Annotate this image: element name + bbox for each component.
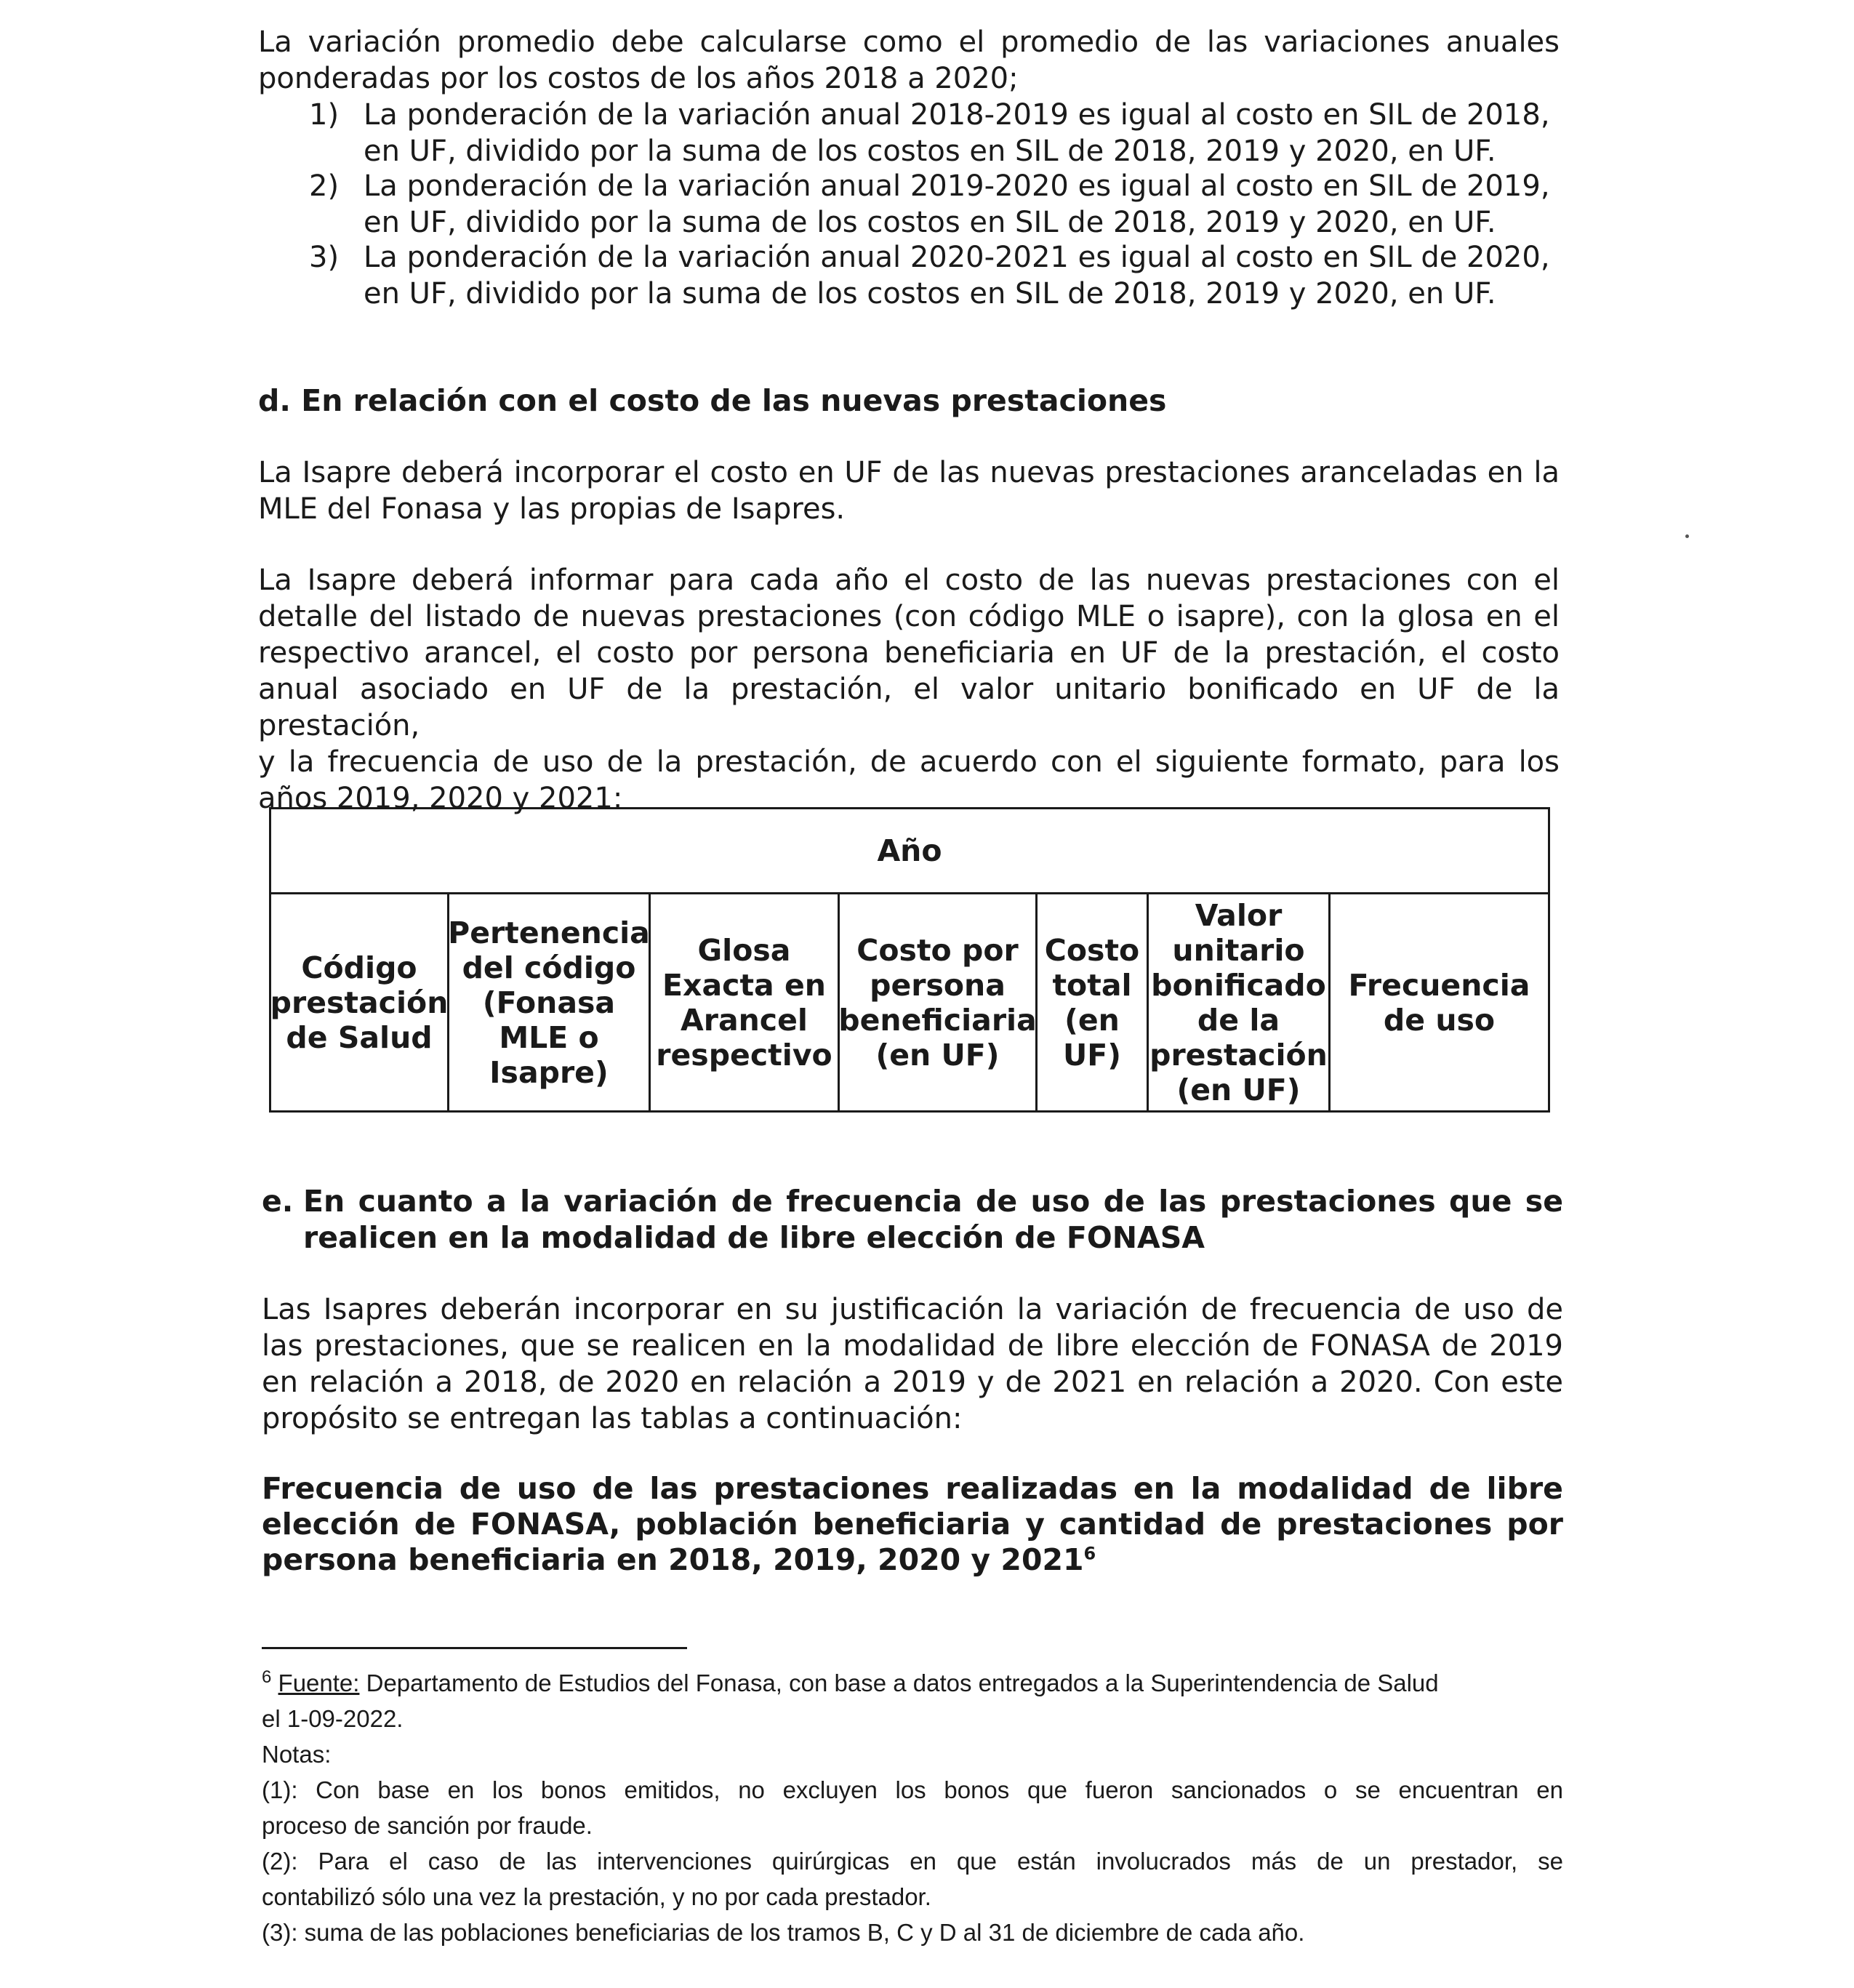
footnote-source-text: Departamento de Estudios del Fonasa, con base a datos entregados a la Superintendencia de Salud: [359, 1670, 1439, 1696]
table-header-pertenencia: [449, 894, 651, 1110]
footnote-note-2: (2): Para el caso de las intervenciones quirúrgicas en que están involucrados más de un prestador, se: [262, 1848, 1563, 1875]
header-text: Glosa: [697, 932, 791, 968]
list-number: 3): [309, 241, 340, 274]
list-item-3: [309, 239, 1560, 312]
table-header-codigo: [271, 894, 449, 1110]
paragraph-line: y la frecuencia de uso de la prestación, de acuerdo con el siguiente formato, para los: [258, 745, 1560, 779]
table-header-costo-persona: [840, 894, 1038, 1110]
paragraph-line: MLE del Fonasa y las propias de Isapres.: [258, 492, 846, 526]
header-text: (Fonasa: [482, 985, 616, 1020]
header-text: Código: [301, 950, 417, 985]
header-text: de uso: [1383, 1002, 1496, 1038]
intro-line-1: La variación promedio debe calcularse como el promedio de las variaciones anuales: [258, 25, 1560, 59]
scan-speck: [1685, 534, 1689, 538]
footnote-number: 6: [262, 1667, 272, 1687]
header-text: Valor: [1195, 897, 1283, 933]
list-item-1: [309, 97, 1560, 169]
footnote-source-line-2: el 1-09-2022.: [262, 1705, 404, 1732]
paragraph-line: detalle del listado de nuevas prestaciones (con código MLE o isapre), con la glosa en el: [258, 600, 1560, 633]
paragraph-line: La Isapre deberá informar para cada año el costo de las nuevas prestaciones con el: [258, 564, 1560, 597]
list-number: 2): [309, 169, 340, 203]
header-text: Exacta en: [662, 967, 826, 1003]
section-d-paragraph-2: [258, 562, 1560, 817]
header-text: (en UF): [1176, 1072, 1301, 1107]
table-year-header: Año: [271, 809, 1548, 894]
paragraph-line: respectivo arancel, el costo por persona beneficiaria en UF de la prestación, el costo: [258, 636, 1560, 670]
footnote-note-1: (1): Con base en los bonos emitidos, no excluyen los bonos que fueron sancionados o se encuentran en: [262, 1776, 1563, 1803]
list-item-line-1: La ponderación de la variación anual 2018-2019 es igual al costo en SIL de 2018,: [364, 98, 1550, 132]
paragraph-line: La Isapre deberá incorporar el costo en UF de las nuevas prestaciones aranceladas en la: [258, 456, 1560, 489]
table-header-glosa: [651, 894, 840, 1110]
paragraph-line: años 2019, 2020 y 2021:: [258, 782, 623, 815]
title-line: [262, 1542, 1563, 1578]
cost-format-table: [269, 807, 1550, 1113]
paragraph-line: propósito se entregan las tablas a continuación:: [262, 1402, 963, 1435]
header-text: Pertenencia: [448, 915, 650, 950]
list-item-line-1: La ponderación de la variación anual 2020-2021 es igual al costo en SIL de 2020,: [364, 241, 1550, 274]
title-line: elección de FONASA, población beneficiaria y cantidad de prestaciones por: [262, 1507, 1563, 1542]
title-line-text: persona beneficiaria en 2018, 2019, 2020 y 2021: [262, 1542, 1084, 1577]
table-header-frecuencia: [1331, 894, 1548, 1110]
list-number: 1): [309, 98, 340, 132]
footnote-separator: [262, 1647, 687, 1649]
title-line: Frecuencia de uso de las prestaciones realizadas en la modalidad de libre: [262, 1471, 1563, 1506]
header-text: de la: [1197, 1002, 1280, 1038]
frequency-table-title: [262, 1471, 1563, 1578]
footnote-note-1-line-2: proceso de sanción por fraude.: [262, 1812, 593, 1839]
paragraph-line: las prestaciones, que se realicen en la modalidad de libre elección de FONASA de 2019: [262, 1329, 1563, 1363]
section-d-paragraph-1: [258, 454, 1560, 527]
header-text: de Salud: [286, 1019, 433, 1055]
header-text: prestación: [1149, 1037, 1328, 1073]
section-e-heading-line-1: En cuanto a la variación de frecuencia de uso de las prestaciones que se: [303, 1184, 1563, 1219]
header-text: (en: [1064, 1002, 1120, 1038]
header-text: prestación: [270, 985, 449, 1020]
list-item-line-2: en UF, dividido por la suma de los costos en SIL de 2018, 2019 y 2020, en UF.: [364, 206, 1496, 239]
footnotes: [262, 1665, 1563, 1950]
header-text: Arancel: [681, 1002, 808, 1038]
header-text: beneficiaria: [838, 1002, 1037, 1038]
section-e-paragraph: [262, 1291, 1563, 1437]
header-text: (en UF): [875, 1037, 1000, 1073]
header-text: Costo: [1044, 932, 1140, 968]
header-text: MLE o: [499, 1019, 599, 1055]
footnote-source-label: Fuente:: [278, 1670, 360, 1696]
header-text: UF): [1062, 1037, 1122, 1073]
footnote-source: [262, 1665, 1563, 1701]
header-text: bonificado: [1151, 967, 1326, 1003]
list-item-line-2: en UF, dividido por la suma de los costos en SIL de 2018, 2019 y 2020, en UF.: [364, 135, 1496, 168]
paragraph-line: anual asociado en UF de la prestación, el valor unitario bonificado en UF de la prestación,: [258, 673, 1560, 742]
list-item-2: [309, 168, 1560, 241]
paragraph-line: en relación a 2018, de 2020 en relación a 2019 y de 2021 en relación a 2020. Con este: [262, 1366, 1563, 1399]
header-text: unitario: [1172, 932, 1305, 968]
intro-paragraph: [258, 24, 1560, 97]
section-d-heading: d. En relación con el costo de las nuevas prestaciones: [258, 383, 1167, 418]
list-item-line-2: en UF, dividido por la suma de los costos en SIL de 2018, 2019 y 2020, en UF.: [364, 277, 1496, 310]
header-text: del código: [462, 950, 636, 985]
section-e-heading-line-2: realicen en la modalidad de libre elección de FONASA: [303, 1220, 1205, 1255]
footnote-note-2-line-2: contabilizó sólo una vez la prestación, y no por cada prestador.: [262, 1883, 931, 1910]
header-text: Isapre): [489, 1054, 609, 1090]
footnote-notes-label: Notas:: [262, 1741, 332, 1768]
list-item-line-1: La ponderación de la variación anual 2019-2020 es igual al costo en SIL de 2019,: [364, 169, 1550, 203]
header-text: persona: [870, 967, 1006, 1003]
table-header-valor-unitario: [1149, 894, 1331, 1110]
paragraph-line: Las Isapres deberán incorporar en su justificación la variación de frecuencia de uso de: [262, 1293, 1563, 1326]
section-e-letter: e.: [262, 1184, 294, 1219]
header-text: total: [1052, 967, 1132, 1003]
footnote-reference: 6: [1083, 1543, 1096, 1564]
header-text: Frecuencia: [1348, 967, 1530, 1003]
footnote-note-3: (3): suma de las poblaciones beneficiarias de los tramos B, C y D al 31 de diciembre de cada año.: [262, 1919, 1305, 1946]
intro-line-2: ponderadas por los costos de los años 2018 a 2020;: [258, 62, 1019, 95]
header-text: respectivo: [656, 1037, 832, 1073]
table-header-costo-total: [1038, 894, 1149, 1110]
header-text: Costo por: [856, 932, 1019, 968]
